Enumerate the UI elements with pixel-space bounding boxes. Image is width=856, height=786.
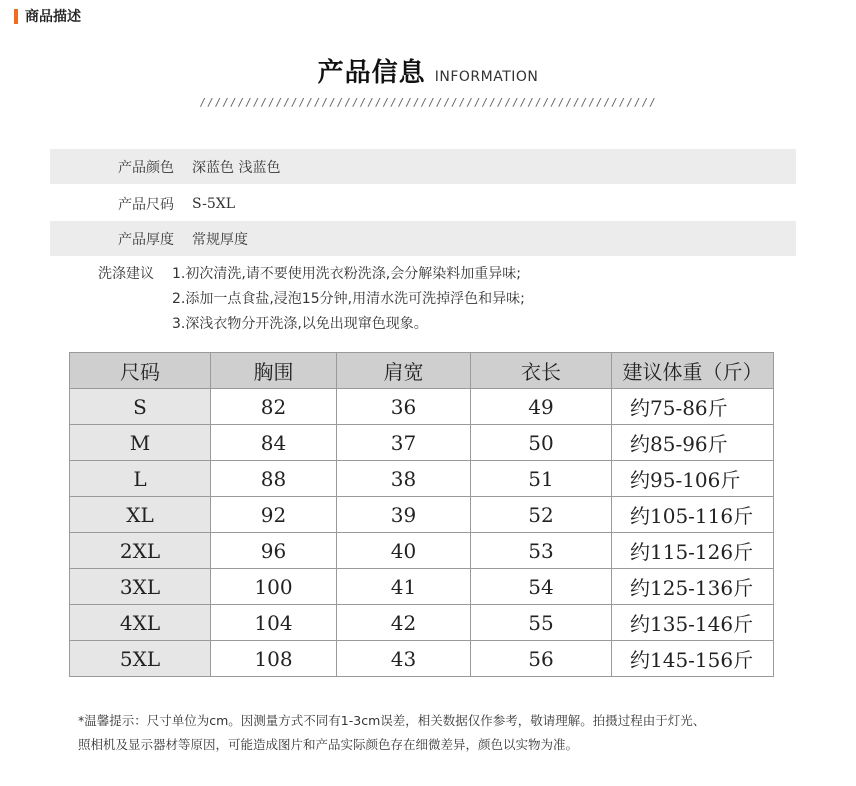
section-header	[14, 6, 81, 26]
accent-bar	[14, 9, 18, 24]
chest-cell: 92	[211, 497, 337, 533]
shoulder-cell: 40	[337, 533, 471, 569]
attr-row-size	[50, 186, 796, 221]
wash-line: 3.深浅衣物分开洗涤,以免出现窜色现象。	[172, 316, 428, 332]
chest-cell: 84	[211, 425, 337, 461]
attr-value: 深蓝色 浅蓝色	[192, 159, 281, 176]
attr-label: 产品厚度	[118, 231, 174, 248]
table-row	[70, 641, 774, 677]
weight-cell: 约115-126斤	[612, 533, 774, 569]
chest-cell: 82	[211, 389, 337, 425]
length-cell: 55	[471, 605, 612, 641]
shoulder-cell: 42	[337, 605, 471, 641]
info-title-cn: 产品信息	[317, 58, 426, 88]
wash-line: 1.初次清洗,请不要使用洗衣粉洗涤,会分解染料加重异味;	[172, 266, 521, 282]
table-row	[70, 389, 774, 425]
shoulder-cell: 36	[337, 389, 471, 425]
weight-cell: 约145-156斤	[612, 641, 774, 677]
table-row	[70, 569, 774, 605]
table-header-row	[70, 353, 774, 389]
attr-value: S-5XL	[192, 195, 236, 212]
shoulder-cell: 37	[337, 425, 471, 461]
size-cell: M	[70, 425, 211, 461]
attr-label: 产品颜色	[118, 159, 174, 176]
table-row	[70, 497, 774, 533]
header-size: 尺码	[70, 353, 211, 389]
size-cell: 3XL	[70, 569, 211, 605]
length-cell: 53	[471, 533, 612, 569]
header-chest: 胸围	[211, 353, 337, 389]
header-weight: 建议体重（斤）	[612, 353, 774, 389]
wash-label: 洗涤建议	[98, 266, 154, 282]
table-row	[70, 605, 774, 641]
length-cell: 52	[471, 497, 612, 533]
footnote	[78, 709, 798, 757]
weight-cell: 约95-106斤	[612, 461, 774, 497]
length-cell: 50	[471, 425, 612, 461]
size-table	[69, 352, 774, 677]
weight-cell: 约105-116斤	[612, 497, 774, 533]
size-cell: L	[70, 461, 211, 497]
info-title-en: INFORMATION	[434, 69, 539, 85]
section-title: 商品描述	[25, 9, 81, 25]
info-title	[0, 52, 856, 89]
wash-advice	[50, 262, 796, 337]
shoulder-cell: 43	[337, 641, 471, 677]
table-row	[70, 533, 774, 569]
size-cell: S	[70, 389, 211, 425]
attr-row-thickness	[50, 221, 796, 256]
header-shoulder: 肩宽	[337, 353, 471, 389]
chest-cell: 96	[211, 533, 337, 569]
shoulder-cell: 39	[337, 497, 471, 533]
chest-cell: 104	[211, 605, 337, 641]
attr-value: 常规厚度	[192, 231, 248, 248]
weight-cell: 约75-86斤	[612, 389, 774, 425]
slash-divider: ////////////////////////////////////////////////////////////	[199, 96, 657, 109]
length-cell: 51	[471, 461, 612, 497]
chest-cell: 88	[211, 461, 337, 497]
wash-line: 2.添加一点食盐,浸泡15分钟,用清水洗可洗掉浮色和异味;	[172, 291, 525, 307]
chest-cell: 108	[211, 641, 337, 677]
chest-cell: 100	[211, 569, 337, 605]
weight-cell: 约85-96斤	[612, 425, 774, 461]
length-cell: 49	[471, 389, 612, 425]
size-cell: XL	[70, 497, 211, 533]
weight-cell: 约135-146斤	[612, 605, 774, 641]
attr-label: 产品尺码	[118, 196, 174, 213]
shoulder-cell: 38	[337, 461, 471, 497]
weight-cell: 约125-136斤	[612, 569, 774, 605]
length-cell: 54	[471, 569, 612, 605]
size-cell: 2XL	[70, 533, 211, 569]
size-cell: 5XL	[70, 641, 211, 677]
footnote-line: *温馨提示：尺寸单位为cm。因测量方式不同有1-3cm误差，相关数据仅作参考，敬请理解。拍摄过程由于灯光、	[78, 713, 706, 728]
length-cell: 56	[471, 641, 612, 677]
table-row	[70, 461, 774, 497]
attr-row-color	[50, 149, 796, 184]
shoulder-cell: 41	[337, 569, 471, 605]
wash-list	[172, 262, 525, 337]
header-length: 衣长	[471, 353, 612, 389]
size-cell: 4XL	[70, 605, 211, 641]
footnote-line: 照相机及显示器材等原因，可能造成图片和产品实际颜色存在细微差异，颜色以实物为准。	[78, 737, 579, 752]
table-row	[70, 425, 774, 461]
